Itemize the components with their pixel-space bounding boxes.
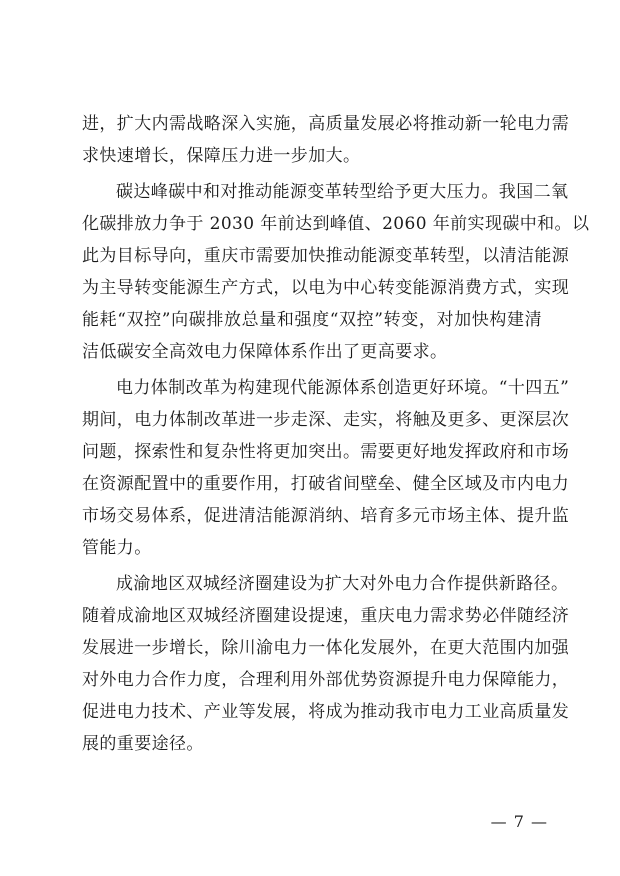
text-line: 为主导转变能源生产方式，以电为中心转变能源消费方式，实现 bbox=[82, 278, 570, 298]
text-line: 电力体制改革为构建现代能源体系创造更好环境。“十四五” bbox=[116, 378, 570, 398]
paragraph-power-reform bbox=[82, 372, 570, 564]
text-line: 期间，电力体制改革进一步走深、走实，将触及更多、更深层次 bbox=[82, 410, 570, 430]
document-body bbox=[82, 108, 590, 764]
text-line: 市场交易体系，促进清洁能源消纳、培育多元市场主体、提升监 bbox=[82, 506, 570, 526]
text-line: 化碳排放力争于 2030 年前达到峰值、2060 年前实现碳中和。以 bbox=[82, 214, 590, 234]
paragraph-carbon-peak bbox=[82, 176, 590, 368]
paragraph-chengyu-circle bbox=[82, 568, 570, 760]
text-line: 问题，探索性和复杂性将更加突出。需要更好地发挥政府和市场 bbox=[82, 442, 570, 462]
text-line: 成渝地区双城经济圈建设为扩大对外电力合作提供新路径。 bbox=[116, 574, 569, 594]
text-line: 此为目标导向，重庆市需要加快推动能源变革转型，以清洁能源 bbox=[82, 246, 570, 266]
text-line: 对外电力合作力度，合理利用外部优势资源提升电力保障能力， bbox=[82, 670, 570, 690]
text-line: 展的重要途径。 bbox=[82, 734, 204, 754]
paragraph-continuation bbox=[82, 108, 570, 172]
text-line: 促进电力技术、产业等发展，将成为推动我市电力工业高质量发 bbox=[82, 702, 570, 722]
text-line: 能耗“双控”向碳排放总量和强度“双控”转变，对加快构建清 bbox=[82, 310, 542, 330]
text-line: 在资源配置中的重要作用，打破省间壁垒、健全区域及市内电力 bbox=[82, 474, 570, 494]
text-line: 求快速增长，保障压力进一步加大。 bbox=[82, 146, 361, 166]
text-line: 发展进一步增长，除川渝电力一体化发展外，在更大范围内加强 bbox=[82, 638, 570, 658]
text-line: 管能力。 bbox=[82, 538, 152, 558]
page-number: — 7 — bbox=[490, 812, 548, 831]
text-line: 洁低碳安全高效电力保障体系作出了更高要求。 bbox=[82, 342, 448, 362]
text-line: 随着成渝地区双城经济圈建设提速，重庆电力需求势必伴随经济 bbox=[82, 606, 570, 626]
text-line: 碳达峰碳中和对推动能源变革转型给予更大压力。我国二氧 bbox=[116, 182, 569, 202]
text-line: 进，扩大内需战略深入实施，高质量发展必将推动新一轮电力需 bbox=[82, 114, 570, 134]
